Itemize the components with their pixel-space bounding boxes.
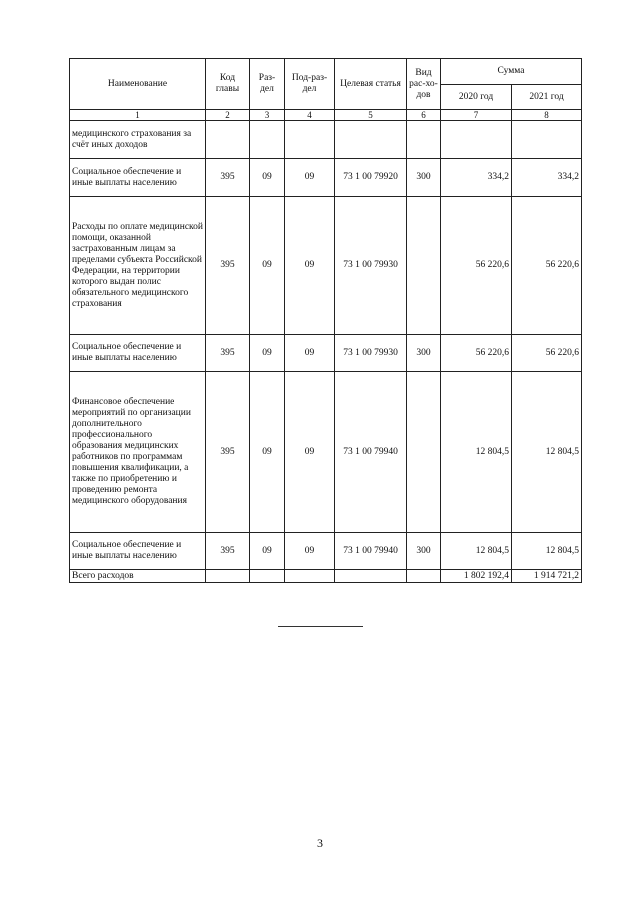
empty-cell bbox=[206, 570, 250, 583]
divider-line bbox=[278, 626, 363, 627]
row-code: 395 bbox=[206, 372, 250, 533]
budget-table bbox=[69, 58, 582, 583]
column-number: 4 bbox=[285, 110, 335, 121]
row-code: 395 bbox=[206, 197, 250, 335]
row-type: 300 bbox=[407, 159, 441, 197]
table-row bbox=[70, 372, 582, 533]
total-row bbox=[70, 570, 582, 583]
table-row bbox=[70, 121, 582, 159]
row-target: 73 1 00 79920 bbox=[335, 159, 407, 197]
total-label: Всего расходов bbox=[70, 570, 206, 583]
row-name: Финансовое обеспечение мероприятий по организации дополнительного профессионального образования медицинских работников по программам повышения квалификации, а также по приобретению и проведению ремонта медицинского оборудования bbox=[70, 372, 206, 533]
header-year-2020: 2020 год bbox=[441, 85, 512, 110]
row-name: Социальное обеспечение и иные выплаты населению bbox=[70, 533, 206, 570]
row-section: 09 bbox=[250, 533, 285, 570]
row-type: 300 bbox=[407, 533, 441, 570]
empty-cell bbox=[335, 570, 407, 583]
column-number: 6 bbox=[407, 110, 441, 121]
row-type bbox=[407, 121, 441, 159]
total-2020: 1 802 192,4 bbox=[441, 570, 512, 583]
header-section: Раз-дел bbox=[250, 59, 285, 110]
row-type bbox=[407, 197, 441, 335]
row-target bbox=[335, 121, 407, 159]
header-row bbox=[70, 59, 582, 85]
row-subsection: 09 bbox=[285, 159, 335, 197]
row-2021: 56 220,6 bbox=[512, 197, 582, 335]
header-target: Целевая статья bbox=[335, 59, 407, 110]
row-code: 395 bbox=[206, 533, 250, 570]
row-name: Социальное обеспечение и иные выплаты населению bbox=[70, 335, 206, 372]
row-subsection: 09 bbox=[285, 335, 335, 372]
row-2020: 12 804,5 bbox=[441, 533, 512, 570]
header-sum: Сумма bbox=[441, 59, 582, 85]
row-section: 09 bbox=[250, 197, 285, 335]
row-name: медицинского страхования за счёт иных доходов bbox=[70, 121, 206, 159]
row-2021: 12 804,5 bbox=[512, 372, 582, 533]
table-row bbox=[70, 159, 582, 197]
row-2021 bbox=[512, 121, 582, 159]
row-2020: 334,2 bbox=[441, 159, 512, 197]
row-2020 bbox=[441, 121, 512, 159]
row-code bbox=[206, 121, 250, 159]
column-number: 8 bbox=[512, 110, 582, 121]
empty-cell bbox=[407, 570, 441, 583]
column-number: 7 bbox=[441, 110, 512, 121]
table-row bbox=[70, 533, 582, 570]
row-section: 09 bbox=[250, 372, 285, 533]
total-2021: 1 914 721,2 bbox=[512, 570, 582, 583]
row-type bbox=[407, 372, 441, 533]
row-2020: 56 220,6 bbox=[441, 197, 512, 335]
row-subsection: 09 bbox=[285, 372, 335, 533]
row-name: Социальное обеспечение и иные выплаты населению bbox=[70, 159, 206, 197]
row-section: 09 bbox=[250, 159, 285, 197]
row-target: 73 1 00 79940 bbox=[335, 372, 407, 533]
table-row bbox=[70, 335, 582, 372]
row-section: 09 bbox=[250, 335, 285, 372]
row-code: 395 bbox=[206, 335, 250, 372]
header-name: Наименование bbox=[70, 59, 206, 110]
column-number: 5 bbox=[335, 110, 407, 121]
header-year-2021: 2021 год bbox=[512, 85, 582, 110]
row-section bbox=[250, 121, 285, 159]
row-2020: 56 220,6 bbox=[441, 335, 512, 372]
empty-cell bbox=[285, 570, 335, 583]
row-target: 73 1 00 79930 bbox=[335, 197, 407, 335]
header-code: Код главы bbox=[206, 59, 250, 110]
header-expense-type: Вид рас-хо-дов bbox=[407, 59, 441, 110]
row-2020: 12 804,5 bbox=[441, 372, 512, 533]
page-number: 3 bbox=[317, 836, 323, 850]
row-code: 395 bbox=[206, 159, 250, 197]
empty-cell bbox=[250, 570, 285, 583]
row-subsection: 09 bbox=[285, 197, 335, 335]
header-subsection: Под-раз-дел bbox=[285, 59, 335, 110]
row-type: 300 bbox=[407, 335, 441, 372]
row-2021: 56 220,6 bbox=[512, 335, 582, 372]
table-row bbox=[70, 197, 582, 335]
row-2021: 334,2 bbox=[512, 159, 582, 197]
column-number: 2 bbox=[206, 110, 250, 121]
column-number: 1 bbox=[70, 110, 206, 121]
column-number: 3 bbox=[250, 110, 285, 121]
row-2021: 12 804,5 bbox=[512, 533, 582, 570]
column-number-row bbox=[70, 110, 582, 121]
row-subsection: 09 bbox=[285, 533, 335, 570]
row-target: 73 1 00 79930 bbox=[335, 335, 407, 372]
row-name: Расходы по оплате медицинской помощи, оказанной застрахованным лицам за пределами субъекта Российской Федерации, на территории которого выдан полис обязательного медицинского страхования bbox=[70, 197, 206, 335]
row-subsection bbox=[285, 121, 335, 159]
row-target: 73 1 00 79940 bbox=[335, 533, 407, 570]
